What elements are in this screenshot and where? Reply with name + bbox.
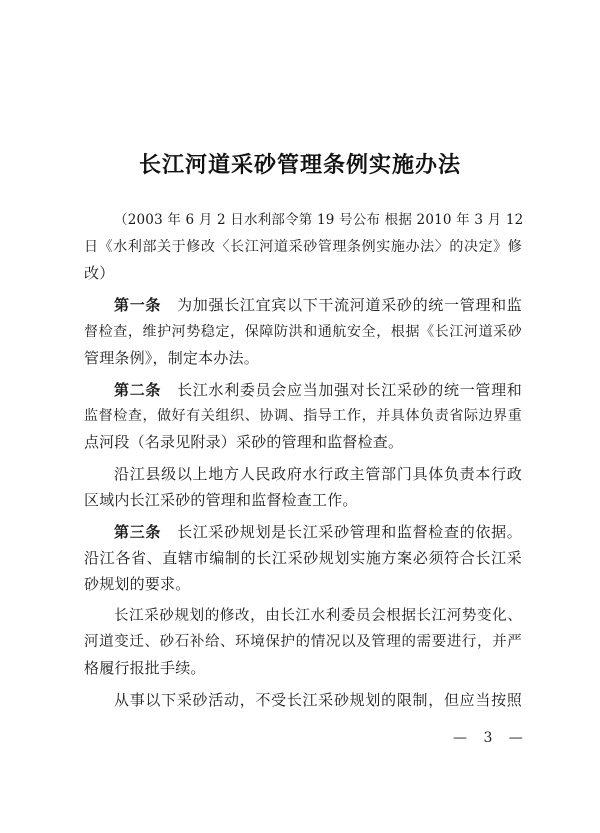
preamble-line: 日《水利部关于修改〈长江河道采砂管理条例实施办法〉的决定》修 xyxy=(84,239,522,255)
article-2-para2-line: 区域内长江采砂的管理和监督检查工作。 xyxy=(84,491,358,509)
page-number: — 3 — xyxy=(453,730,529,746)
article-2-line xyxy=(114,381,522,399)
article-3-para3-line: 从事以下采砂活动，不受长江采砂规划的限制，但应当按照 xyxy=(114,691,522,709)
article-2-label: 第二条 xyxy=(114,381,162,399)
article-3-para2-line: 格履行报批手续。 xyxy=(84,659,206,677)
article-3-text: 长江采砂规划是长江采砂管理和监督检查的依据。 xyxy=(177,523,522,541)
document-title: 长江河道采砂管理条例实施办法 xyxy=(138,153,461,178)
article-1-line xyxy=(114,296,522,314)
article-2-line: 监督检查，做好有关组织、协调、指导工作，并具体负责省际边界重 xyxy=(84,408,522,424)
preamble-line: （2003 年 6 月 2 日水利部令第 19 号公布 根据 2010 年 3 月 12 xyxy=(114,212,524,228)
article-3-para2-line: 河道变迁、砂石补给、环境保护的情况以及管理的需要进行，并严 xyxy=(84,634,522,650)
article-3-line: 砂规划的要求。 xyxy=(84,575,191,593)
article-2-text: 长江水利委员会应当加强对长江采砂的统一管理和 xyxy=(177,381,522,399)
article-1-line: 管理条例》，制定本办法。 xyxy=(84,349,259,367)
article-1-line: 督检查，维护河势稳定，保障防洪和通航安全，根据《长江河道采砂 xyxy=(84,324,522,340)
article-1-label: 第一条 xyxy=(114,296,162,314)
article-3-line xyxy=(114,523,522,541)
article-1-text: 为加强长江宜宾以下干流河道采砂的统一管理和监 xyxy=(177,296,522,314)
article-2-line: 点河段（名录见附录）采砂的管理和监督检查。 xyxy=(84,433,404,451)
article-3-label: 第三条 xyxy=(114,523,162,541)
preamble-line: 改） xyxy=(84,264,115,282)
article-3-para2-line: 长江采砂规划的修改，由长江水利委员会根据长江河势变化、 xyxy=(114,608,522,624)
article-2-para2-line: 沿江县级以上地方人民政府水行政主管部门具体负责本行政 xyxy=(114,465,522,483)
article-3-line: 沿江各省、直辖市编制的长江采砂规划实施方案必须符合长江采 xyxy=(84,549,522,567)
